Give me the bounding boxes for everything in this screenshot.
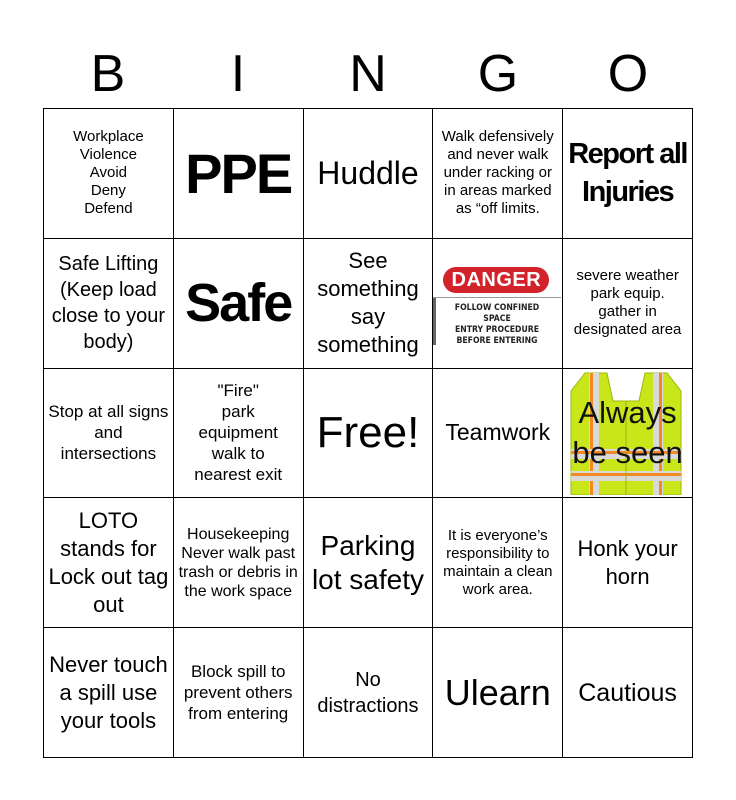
cell-text: Honk your horn bbox=[577, 535, 678, 589]
cell-text: It is everyone’s responsibility to maintain a clean work area. bbox=[443, 526, 553, 598]
header-letter-i: I bbox=[230, 45, 246, 103]
cell-text: No distractions bbox=[317, 668, 419, 717]
bingo-cell[interactable] bbox=[174, 369, 304, 499]
bingo-cell[interactable] bbox=[304, 369, 434, 499]
bingo-cell[interactable] bbox=[304, 109, 434, 239]
cell-text: Ulearn bbox=[444, 671, 551, 713]
cell-text: See something say something bbox=[317, 248, 419, 358]
bingo-cell[interactable] bbox=[304, 628, 434, 758]
header-letter-n: N bbox=[349, 45, 387, 103]
cell-text: severe weather park equip. gather in designated area bbox=[573, 267, 682, 339]
header-letter-g: G bbox=[477, 45, 519, 103]
danger-sign-image bbox=[433, 263, 561, 345]
bingo-cell[interactable] bbox=[174, 239, 304, 369]
cell-text: Never touch a spill use your tools bbox=[49, 651, 168, 733]
header-letter-b: B bbox=[90, 45, 126, 103]
sign-header-band bbox=[433, 263, 561, 298]
cell-text: Cautious bbox=[578, 678, 677, 707]
cell-text: Walk defensively and never walk under racking or in areas marked as “off limits. bbox=[441, 128, 554, 218]
cell-text: Safe Lifting (Keep load close to your body) bbox=[51, 253, 166, 354]
bingo-cell[interactable] bbox=[563, 498, 693, 628]
bingo-cell[interactable] bbox=[433, 498, 563, 628]
bingo-cell[interactable] bbox=[563, 628, 693, 758]
bingo-cell[interactable] bbox=[304, 498, 434, 628]
bingo-cell[interactable] bbox=[174, 109, 304, 239]
cell-text: Block spill to prevent others from entering bbox=[183, 662, 293, 724]
cell-text: PPE bbox=[185, 141, 292, 205]
bingo-cell[interactable] bbox=[563, 109, 693, 239]
cell-text: Huddle bbox=[317, 154, 419, 191]
bingo-card-grid bbox=[43, 108, 693, 758]
bingo-cell[interactable] bbox=[174, 498, 304, 628]
bingo-cell[interactable] bbox=[433, 628, 563, 758]
bingo-cell[interactable] bbox=[433, 239, 563, 369]
cell-text: Report all Injuries bbox=[568, 138, 687, 209]
bingo-cell[interactable] bbox=[433, 369, 563, 499]
bingo-cell[interactable] bbox=[44, 498, 174, 628]
cell-text: LOTO stands for Lock out tag out bbox=[48, 507, 169, 617]
bingo-cell[interactable] bbox=[433, 109, 563, 239]
cell-text: Teamwork bbox=[445, 419, 551, 446]
bingo-cell[interactable] bbox=[44, 628, 174, 758]
cell-text: Housekeeping Never walk past trash or debris in the work space bbox=[178, 525, 298, 600]
cell-text: "Fire" park equipment walk to nearest exit bbox=[194, 381, 283, 485]
cell-text: Stop at all signs and intersections bbox=[48, 402, 169, 464]
cell-text: Safe bbox=[185, 273, 292, 334]
bingo-cell[interactable] bbox=[304, 239, 434, 369]
bingo-header bbox=[43, 40, 693, 108]
bingo-cell[interactable] bbox=[563, 369, 693, 499]
cell-text: Workplace Violence Avoid Deny Defend bbox=[73, 128, 144, 218]
cell-text: Free! bbox=[316, 407, 420, 457]
bingo-cell[interactable] bbox=[174, 628, 304, 758]
cell-text: Parking lot safety bbox=[311, 529, 425, 595]
bingo-cell[interactable] bbox=[44, 239, 174, 369]
header-letter-o: O bbox=[607, 45, 649, 103]
bingo-cell[interactable] bbox=[44, 109, 174, 239]
cell-text: Always be seen bbox=[572, 394, 683, 470]
bingo-cell[interactable] bbox=[563, 239, 693, 369]
danger-label: DANGER bbox=[443, 267, 549, 293]
sign-message: FOLLOW CONFINED SPACE ENTRY PROCEDURE BEFORE ENTERING bbox=[455, 302, 540, 346]
bingo-cell[interactable] bbox=[44, 369, 174, 499]
